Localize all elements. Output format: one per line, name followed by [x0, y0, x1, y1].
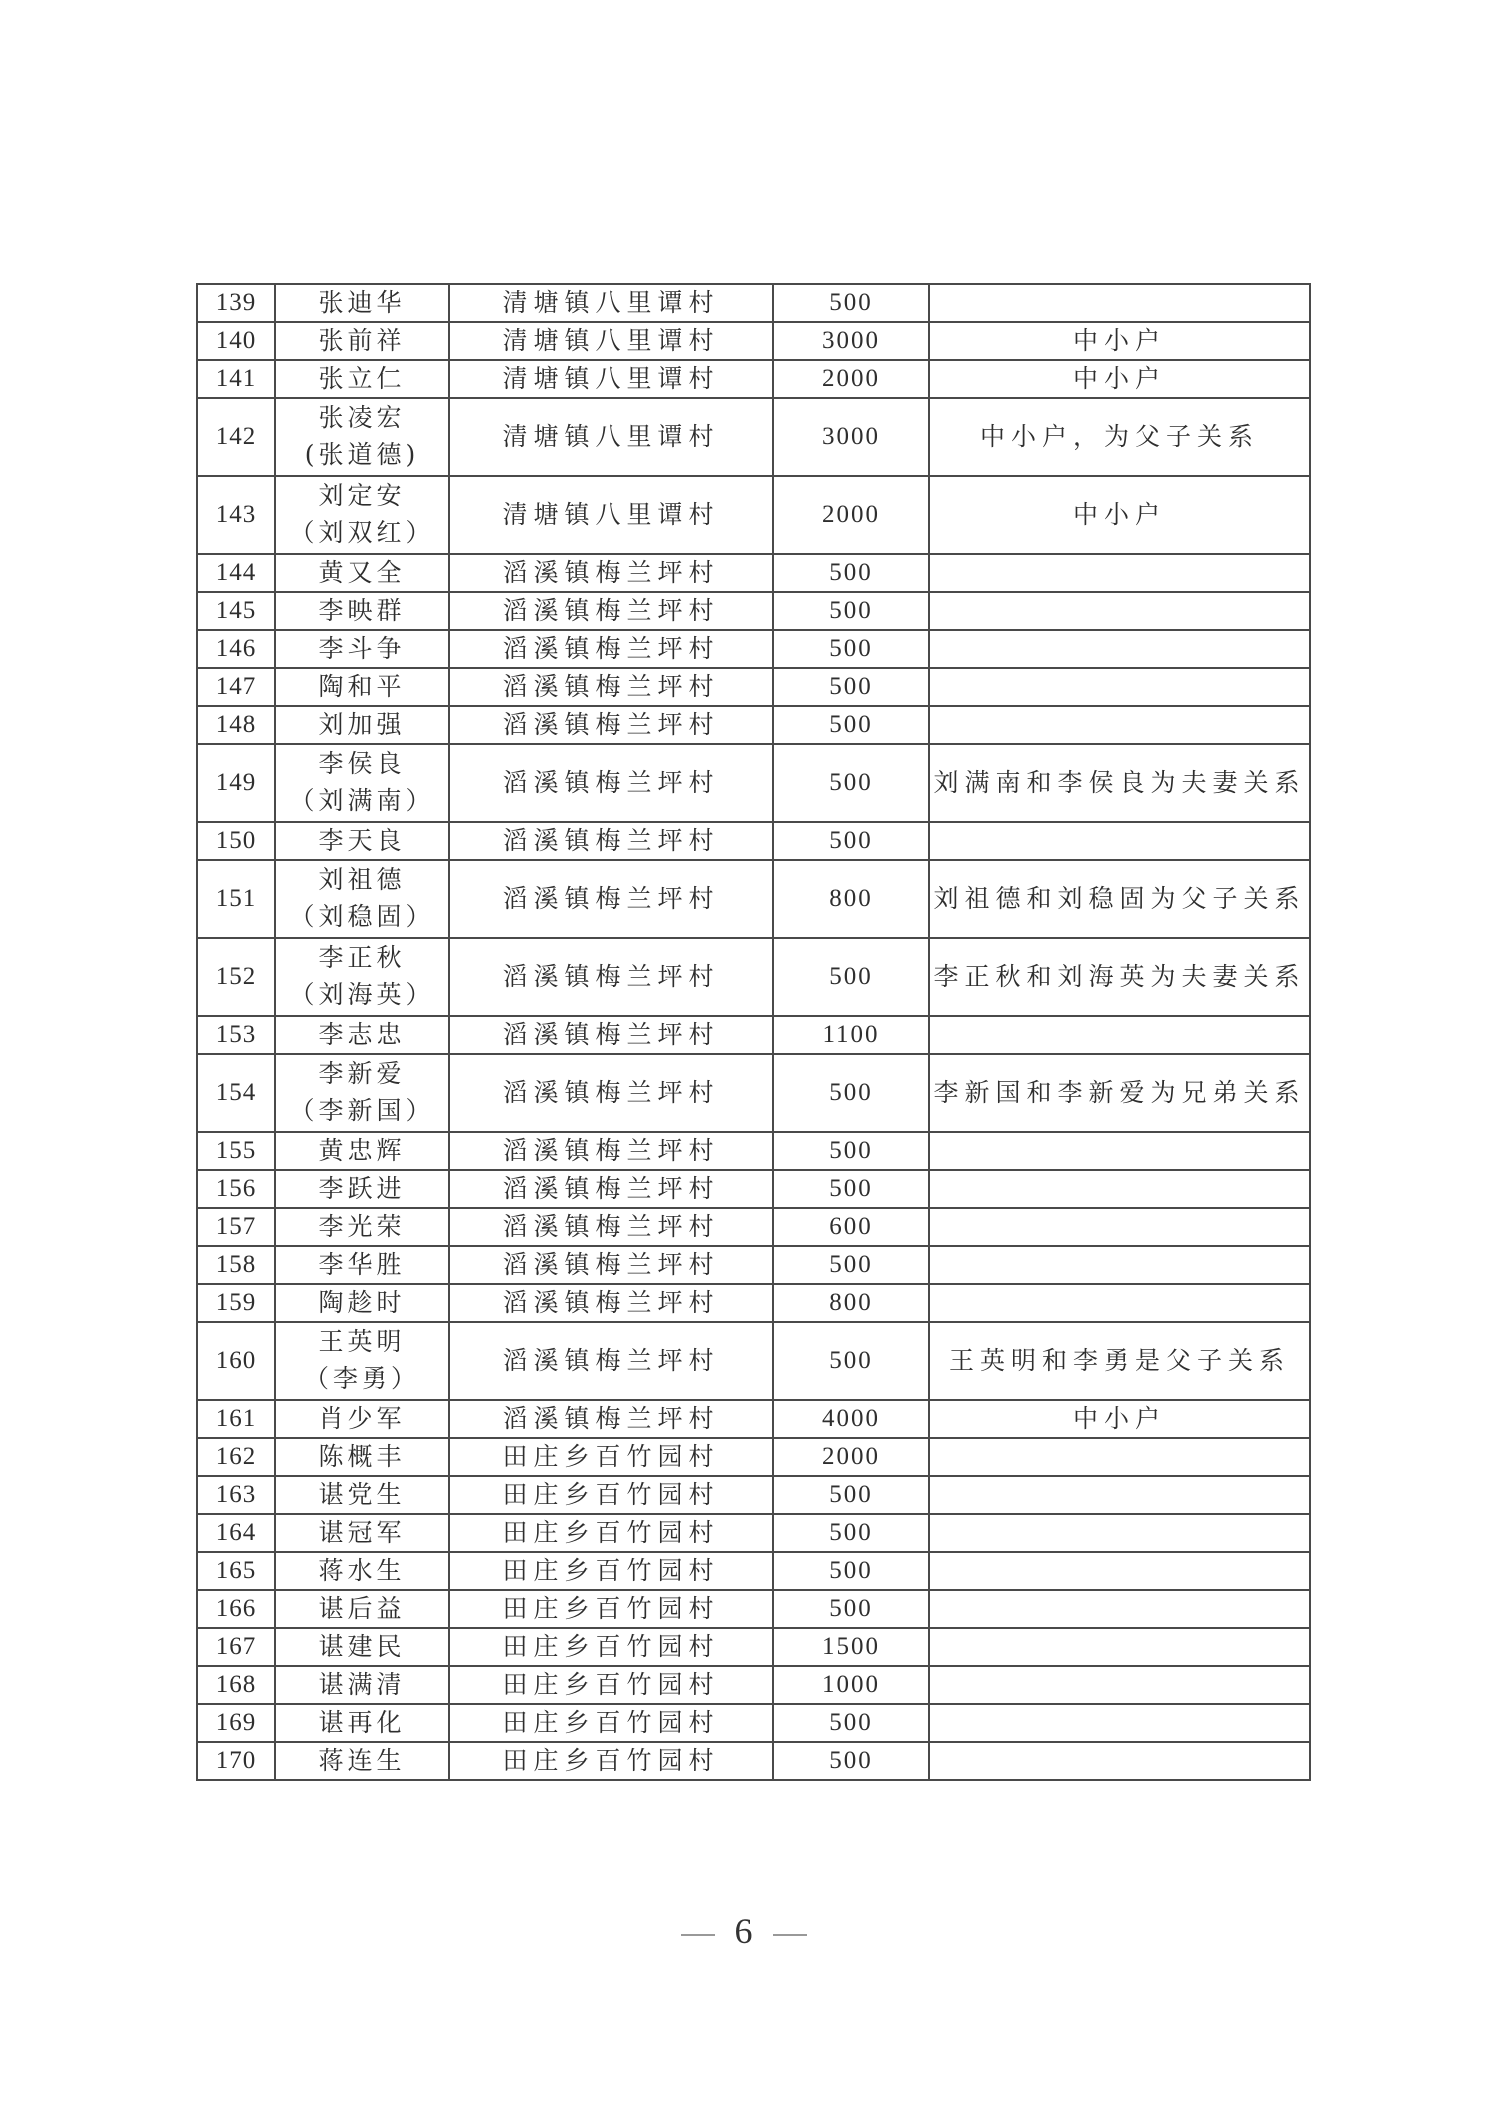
- amount-cell: 500: [773, 1742, 929, 1780]
- name-cell: [275, 1284, 449, 1322]
- note-cell: [929, 668, 1310, 706]
- amount-cell: 500: [773, 938, 929, 1016]
- name-cell: [275, 668, 449, 706]
- row-number-cell: 143: [197, 476, 275, 554]
- name-primary: 李新爱: [318, 1059, 406, 1088]
- name-primary: 陶趁时: [318, 1288, 406, 1317]
- name-primary: 蒋水生: [318, 1556, 406, 1585]
- name-primary: 李跃进: [318, 1174, 406, 1203]
- name-primary: 谌党生: [318, 1480, 406, 1509]
- name-primary: 李斗争: [318, 634, 406, 663]
- amount-cell: 500: [773, 1132, 929, 1170]
- row-number-cell: 164: [197, 1514, 275, 1552]
- row-number-cell: 158: [197, 1246, 275, 1284]
- location-cell: 清塘镇八里谭村: [449, 360, 773, 398]
- table-row: [197, 1666, 1310, 1704]
- name-cell: [275, 1438, 449, 1476]
- amount-cell: 500: [773, 1246, 929, 1284]
- table-row: [197, 360, 1310, 398]
- row-number-cell: 162: [197, 1438, 275, 1476]
- location-cell: 滔溪镇梅兰坪村: [449, 1246, 773, 1284]
- table-row: [197, 630, 1310, 668]
- dash-right: [773, 1934, 807, 1936]
- note-cell: [929, 284, 1310, 322]
- table-row: [197, 1514, 1310, 1552]
- name-primary: 黄忠辉: [318, 1136, 406, 1165]
- name-cell: [275, 1208, 449, 1246]
- name-cell: [275, 1132, 449, 1170]
- name-primary: 谌后益: [318, 1594, 406, 1623]
- row-number-cell: 140: [197, 322, 275, 360]
- table-row: [197, 1552, 1310, 1590]
- location-cell: 滔溪镇梅兰坪村: [449, 860, 773, 938]
- location-cell: 田庄乡百竹园村: [449, 1666, 773, 1704]
- name-cell: [275, 822, 449, 860]
- name-cell: [275, 1628, 449, 1666]
- note-cell: [929, 1514, 1310, 1552]
- name-cell: [275, 554, 449, 592]
- location-cell: 滔溪镇梅兰坪村: [449, 1208, 773, 1246]
- name-primary: 刘祖德: [318, 865, 406, 894]
- location-cell: 滔溪镇梅兰坪村: [449, 1284, 773, 1322]
- location-cell: 田庄乡百竹园村: [449, 1438, 773, 1476]
- location-cell: 滔溪镇梅兰坪村: [449, 1054, 773, 1132]
- row-number-cell: 146: [197, 630, 275, 668]
- location-cell: 田庄乡百竹园村: [449, 1628, 773, 1666]
- name-primary: 李正秋: [318, 943, 406, 972]
- location-cell: 滔溪镇梅兰坪村: [449, 554, 773, 592]
- name-primary: 刘定安: [318, 481, 406, 510]
- roster-table: [196, 283, 1311, 1781]
- table-row: [197, 1016, 1310, 1054]
- name-cell: [275, 360, 449, 398]
- name-primary: 张迪华: [318, 288, 406, 317]
- amount-cell: 800: [773, 1284, 929, 1322]
- row-number-cell: 166: [197, 1590, 275, 1628]
- note-cell: 王英明和李勇是父子关系: [929, 1322, 1310, 1400]
- row-number-cell: 168: [197, 1666, 275, 1704]
- amount-cell: 500: [773, 1054, 929, 1132]
- table-row: [197, 860, 1310, 938]
- note-cell: [929, 1666, 1310, 1704]
- name-primary: 李华胜: [318, 1250, 406, 1279]
- note-cell: 李正秋和刘海英为夫妻关系: [929, 938, 1310, 1016]
- amount-cell: 3000: [773, 322, 929, 360]
- amount-cell: 500: [773, 668, 929, 706]
- name-primary: 谌建民: [318, 1632, 406, 1661]
- amount-cell: 500: [773, 1552, 929, 1590]
- name-primary: 陶和平: [318, 672, 406, 701]
- amount-cell: 500: [773, 706, 929, 744]
- row-number-cell: 169: [197, 1704, 275, 1742]
- table-row: [197, 1054, 1310, 1132]
- amount-cell: 500: [773, 592, 929, 630]
- note-cell: [929, 554, 1310, 592]
- row-number-cell: 155: [197, 1132, 275, 1170]
- note-cell: [929, 822, 1310, 860]
- table-row: [197, 1400, 1310, 1438]
- amount-cell: 500: [773, 284, 929, 322]
- note-cell: 刘祖德和刘稳固为父子关系: [929, 860, 1310, 938]
- name-secondary: （刘稳固）: [289, 902, 435, 931]
- row-number-cell: 147: [197, 668, 275, 706]
- amount-cell: 500: [773, 1704, 929, 1742]
- name-cell: [275, 1476, 449, 1514]
- amount-cell: 1100: [773, 1016, 929, 1054]
- row-number-cell: 152: [197, 938, 275, 1016]
- name-cell: [275, 1054, 449, 1132]
- name-secondary: （刘海英）: [289, 980, 435, 1009]
- location-cell: 田庄乡百竹园村: [449, 1704, 773, 1742]
- name-primary: 肖少军: [318, 1404, 406, 1433]
- row-number-cell: 170: [197, 1742, 275, 1780]
- name-secondary: (张道德): [304, 440, 420, 469]
- table-row: [197, 322, 1310, 360]
- table-row: [197, 1704, 1310, 1742]
- name-primary: 蒋连生: [318, 1746, 406, 1775]
- note-cell: 中小户: [929, 476, 1310, 554]
- table-row: [197, 1590, 1310, 1628]
- name-secondary: （李勇）: [303, 1364, 420, 1393]
- name-primary: 李志忠: [318, 1020, 406, 1049]
- name-cell: [275, 1666, 449, 1704]
- table-row: [197, 1132, 1310, 1170]
- note-cell: [929, 1016, 1310, 1054]
- amount-cell: 1000: [773, 1666, 929, 1704]
- name-primary: 陈概丰: [318, 1442, 406, 1471]
- note-cell: [929, 1132, 1310, 1170]
- table-row: [197, 1628, 1310, 1666]
- row-number-cell: 156: [197, 1170, 275, 1208]
- row-number-cell: 142: [197, 398, 275, 476]
- name-cell: [275, 284, 449, 322]
- location-cell: 滔溪镇梅兰坪村: [449, 1400, 773, 1438]
- name-cell: [275, 744, 449, 822]
- name-primary: 李天良: [318, 826, 406, 855]
- location-cell: 滔溪镇梅兰坪村: [449, 668, 773, 706]
- note-cell: [929, 1170, 1310, 1208]
- roster-body: [197, 284, 1310, 1780]
- note-cell: [929, 630, 1310, 668]
- note-cell: [929, 1742, 1310, 1780]
- amount-cell: 500: [773, 1170, 929, 1208]
- name-cell: [275, 630, 449, 668]
- name-cell: [275, 398, 449, 476]
- name-cell: [275, 1322, 449, 1400]
- amount-cell: 500: [773, 822, 929, 860]
- location-cell: 清塘镇八里谭村: [449, 284, 773, 322]
- amount-cell: 600: [773, 1208, 929, 1246]
- amount-cell: 2000: [773, 360, 929, 398]
- table-row: [197, 476, 1310, 554]
- note-cell: 李新国和李新爱为兄弟关系: [929, 1054, 1310, 1132]
- location-cell: 清塘镇八里谭村: [449, 322, 773, 360]
- name-cell: [275, 1170, 449, 1208]
- table-row: [197, 744, 1310, 822]
- name-cell: [275, 476, 449, 554]
- amount-cell: 2000: [773, 1438, 929, 1476]
- location-cell: 滔溪镇梅兰坪村: [449, 1132, 773, 1170]
- row-number-cell: 161: [197, 1400, 275, 1438]
- row-number-cell: 151: [197, 860, 275, 938]
- name-cell: [275, 1016, 449, 1054]
- name-primary: 李映群: [318, 596, 406, 625]
- table-row: [197, 1476, 1310, 1514]
- location-cell: 清塘镇八里谭村: [449, 398, 773, 476]
- table-row: [197, 1246, 1310, 1284]
- note-cell: 中小户，为父子关系: [929, 398, 1310, 476]
- note-cell: [929, 1552, 1310, 1590]
- name-cell: [275, 860, 449, 938]
- amount-cell: 1500: [773, 1628, 929, 1666]
- location-cell: 田庄乡百竹园村: [449, 1552, 773, 1590]
- table-row: [197, 668, 1310, 706]
- table-row: [197, 938, 1310, 1016]
- name-secondary: （刘双红）: [289, 518, 435, 547]
- row-number-cell: 139: [197, 284, 275, 322]
- note-cell: [929, 1246, 1310, 1284]
- location-cell: 清塘镇八里谭村: [449, 476, 773, 554]
- row-number-cell: 163: [197, 1476, 275, 1514]
- amount-cell: 500: [773, 1322, 929, 1400]
- name-cell: [275, 1552, 449, 1590]
- row-number-cell: 145: [197, 592, 275, 630]
- note-cell: [929, 1284, 1310, 1322]
- location-cell: 田庄乡百竹园村: [449, 1590, 773, 1628]
- table-row: [197, 398, 1310, 476]
- note-cell: 中小户: [929, 360, 1310, 398]
- name-secondary: （李新国）: [289, 1096, 435, 1125]
- name-primary: 谌再化: [318, 1708, 406, 1737]
- name-primary: 张立仁: [318, 364, 406, 393]
- amount-cell: 3000: [773, 398, 929, 476]
- note-cell: [929, 706, 1310, 744]
- name-primary: 黄又全: [318, 558, 406, 587]
- location-cell: 滔溪镇梅兰坪村: [449, 744, 773, 822]
- note-cell: 中小户: [929, 1400, 1310, 1438]
- amount-cell: 500: [773, 1590, 929, 1628]
- table-row: [197, 1170, 1310, 1208]
- amount-cell: 4000: [773, 1400, 929, 1438]
- table-row: [197, 554, 1310, 592]
- note-cell: [929, 1704, 1310, 1742]
- name-primary: 王英明: [318, 1327, 406, 1356]
- table-row: [197, 822, 1310, 860]
- row-number-cell: 141: [197, 360, 275, 398]
- name-cell: [275, 322, 449, 360]
- table-row: [197, 284, 1310, 322]
- amount-cell: 500: [773, 744, 929, 822]
- table-row: [197, 1322, 1310, 1400]
- note-cell: [929, 1476, 1310, 1514]
- amount-cell: 500: [773, 554, 929, 592]
- row-number-cell: 150: [197, 822, 275, 860]
- row-number-cell: 159: [197, 1284, 275, 1322]
- amount-cell: 500: [773, 1476, 929, 1514]
- amount-cell: 800: [773, 860, 929, 938]
- location-cell: 滔溪镇梅兰坪村: [449, 938, 773, 1016]
- row-number-cell: 144: [197, 554, 275, 592]
- name-cell: [275, 592, 449, 630]
- location-cell: 滔溪镇梅兰坪村: [449, 1322, 773, 1400]
- name-cell: [275, 938, 449, 1016]
- table-row: [197, 1742, 1310, 1780]
- location-cell: 田庄乡百竹园村: [449, 1514, 773, 1552]
- name-primary: 李侯良: [318, 749, 406, 778]
- row-number-cell: 154: [197, 1054, 275, 1132]
- row-number-cell: 149: [197, 744, 275, 822]
- location-cell: 田庄乡百竹园村: [449, 1742, 773, 1780]
- row-number-cell: 153: [197, 1016, 275, 1054]
- name-cell: [275, 1514, 449, 1552]
- note-cell: [929, 1628, 1310, 1666]
- name-primary: 张前祥: [318, 326, 406, 355]
- note-cell: 刘满南和李侯良为夫妻关系: [929, 744, 1310, 822]
- table-row: [197, 592, 1310, 630]
- name-cell: [275, 1246, 449, 1284]
- amount-cell: 500: [773, 1514, 929, 1552]
- name-primary: 张凌宏: [318, 403, 406, 432]
- location-cell: 滔溪镇梅兰坪村: [449, 1016, 773, 1054]
- amount-cell: 500: [773, 630, 929, 668]
- page-number-footer: [0, 1910, 1487, 1952]
- name-cell: [275, 706, 449, 744]
- name-cell: [275, 1590, 449, 1628]
- name-cell: [275, 1704, 449, 1742]
- row-number-cell: 157: [197, 1208, 275, 1246]
- note-cell: 中小户: [929, 322, 1310, 360]
- name-cell: [275, 1742, 449, 1780]
- row-number-cell: 165: [197, 1552, 275, 1590]
- name-primary: 刘加强: [318, 710, 406, 739]
- name-secondary: （刘满南）: [289, 786, 435, 815]
- row-number-cell: 167: [197, 1628, 275, 1666]
- name-primary: 谌满清: [318, 1670, 406, 1699]
- name-primary: 谌冠军: [318, 1518, 406, 1547]
- name-cell: [275, 1400, 449, 1438]
- table-row: [197, 1438, 1310, 1476]
- note-cell: [929, 1208, 1310, 1246]
- location-cell: 滔溪镇梅兰坪村: [449, 706, 773, 744]
- table-row: [197, 1208, 1310, 1246]
- note-cell: [929, 592, 1310, 630]
- location-cell: 滔溪镇梅兰坪村: [449, 822, 773, 860]
- row-number-cell: 160: [197, 1322, 275, 1400]
- location-cell: 田庄乡百竹园村: [449, 1476, 773, 1514]
- row-number-cell: 148: [197, 706, 275, 744]
- location-cell: 滔溪镇梅兰坪村: [449, 1170, 773, 1208]
- location-cell: 滔溪镇梅兰坪村: [449, 630, 773, 668]
- amount-cell: 2000: [773, 476, 929, 554]
- table-row: [197, 706, 1310, 744]
- page-number: 6: [734, 1911, 753, 1951]
- location-cell: 滔溪镇梅兰坪村: [449, 592, 773, 630]
- table-row: [197, 1284, 1310, 1322]
- note-cell: [929, 1590, 1310, 1628]
- note-cell: [929, 1438, 1310, 1476]
- dash-left: [681, 1934, 715, 1936]
- name-primary: 李光荣: [318, 1212, 406, 1241]
